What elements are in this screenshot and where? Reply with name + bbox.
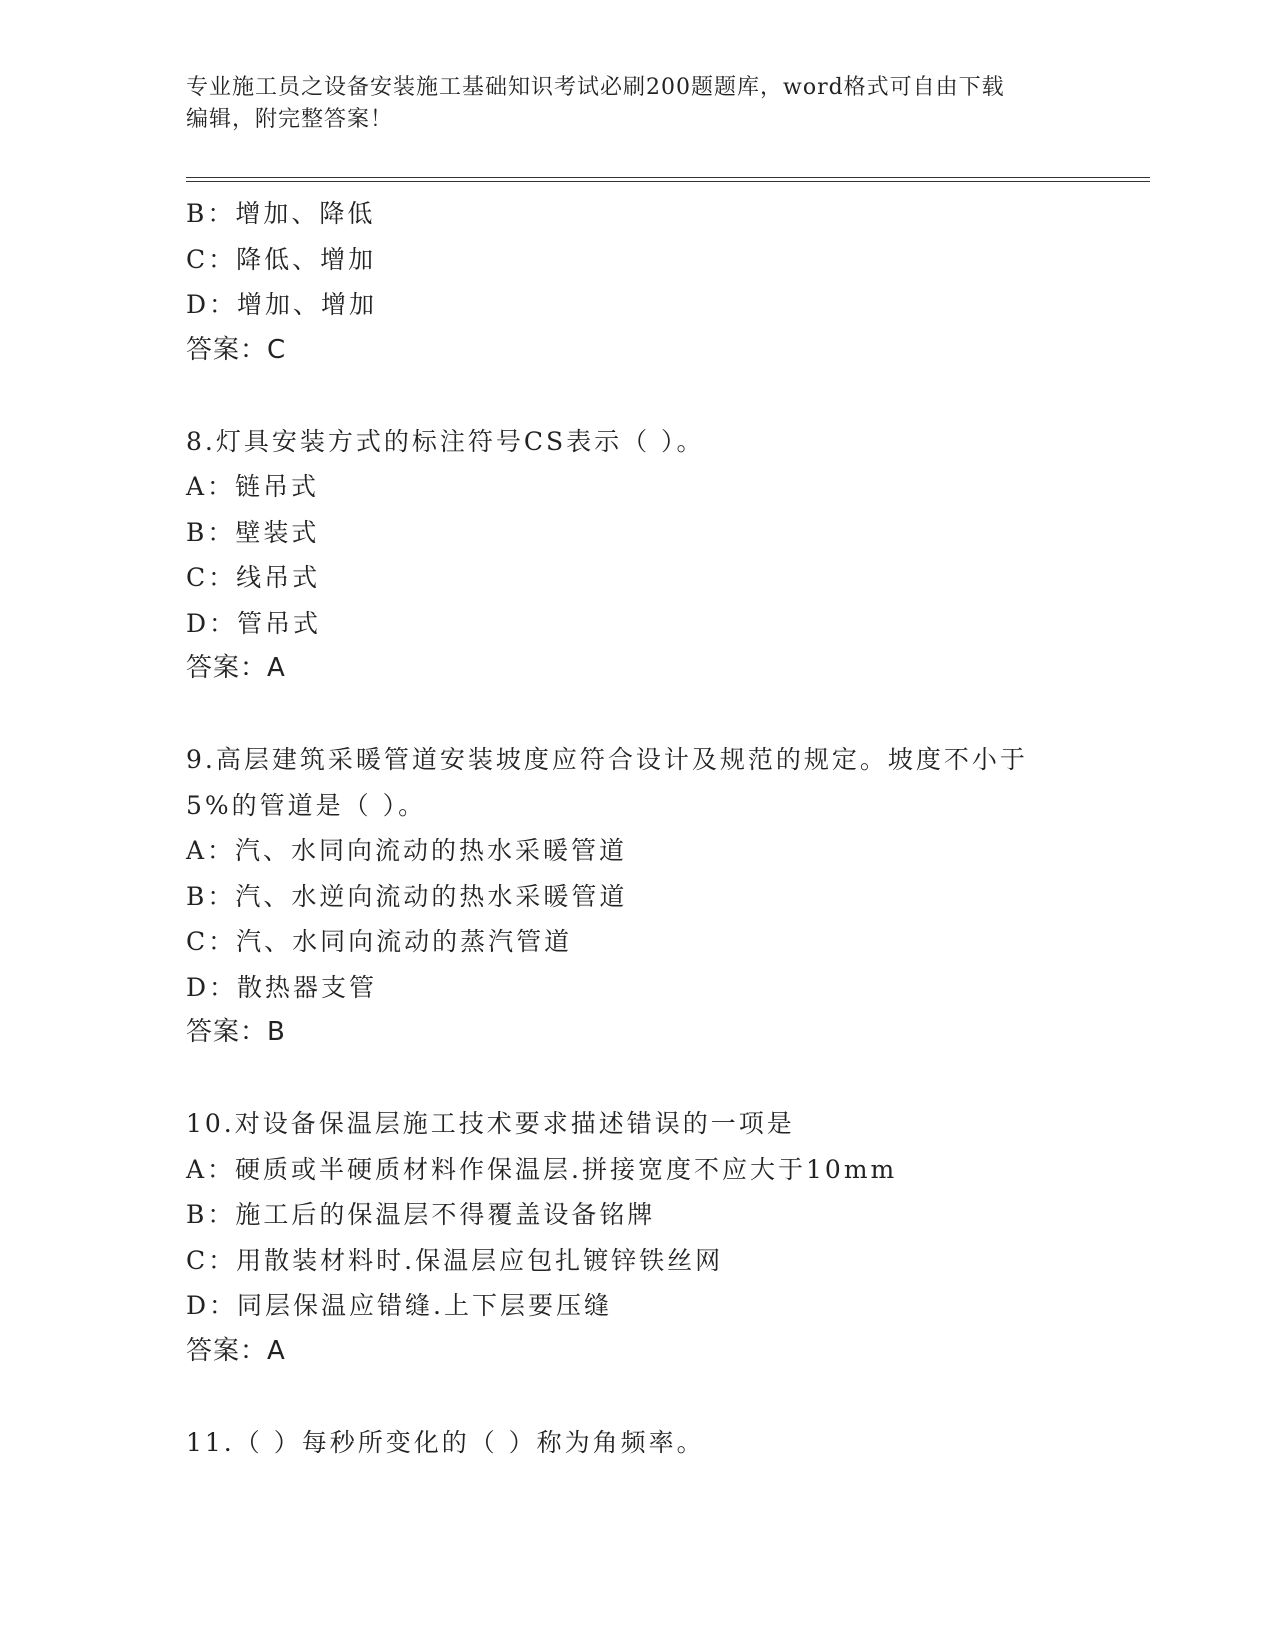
question-text: 11.（ ）每秒所变化的（ ）称为角频率。 — [186, 1427, 705, 1457]
option-c: C：用散装材料时.保温层应包扎镀锌铁丝网 — [186, 1245, 724, 1275]
question-9 — [186, 737, 1106, 1056]
question-text-line-2: 5%的管道是（ ）。 — [186, 790, 427, 820]
spacer — [186, 1374, 1106, 1420]
header-rule-bottom — [186, 181, 1150, 182]
header-rule-top — [186, 177, 1150, 178]
option-a: A：汽、水同向流动的热水采暖管道 — [186, 836, 628, 865]
question-10 — [186, 1101, 1106, 1374]
answer-line: 答案：A — [186, 1335, 286, 1366]
option-b: B：汽、水逆向流动的热水采暖管道 — [186, 881, 628, 911]
answer-line: 答案：A — [186, 653, 286, 683]
question-text-line-1: 9.高层建筑采暖管道安装坡度应符合设计及规范的规定。坡度不小于 — [186, 745, 1028, 774]
option-d: D：增加、增加 — [186, 290, 378, 319]
document-body — [186, 191, 1106, 1465]
option-a: A：链吊式 — [186, 472, 320, 501]
question-8 — [186, 419, 1106, 692]
option-b: B：壁装式 — [186, 517, 320, 547]
header-line-1: 专业施工员之设备安装施工基础知识考试必刷200题题库，word格式可自由下载 — [186, 75, 1005, 100]
header-line-2: 编辑，附完整答案！ — [186, 107, 394, 132]
spacer — [186, 373, 1106, 419]
option-b: B：增加、降低 — [186, 199, 376, 228]
option-c: C：汽、水同向流动的蒸汽管道 — [186, 927, 573, 956]
question-7-continuation — [186, 191, 1106, 373]
option-d: D：同层保温应错缝.上下层要压缝 — [186, 1291, 612, 1320]
answer-line: 答案：B — [186, 1017, 286, 1047]
question-text: 10.对设备保温层施工技术要求描述错误的一项是 — [186, 1109, 795, 1138]
question-text: 8.灯具安装方式的标注符号CS表示（ ）。 — [186, 426, 705, 456]
option-d: D：管吊式 — [186, 608, 322, 638]
answer-line: 答案：C — [186, 334, 287, 365]
option-a: A：硬质或半硬质材料作保温层.拼接宽度不应大于10mm — [186, 1154, 898, 1184]
document-header — [186, 72, 1066, 136]
spacer — [186, 1056, 1106, 1102]
option-c: C：降低、增加 — [186, 244, 377, 274]
option-b: B：施工后的保温层不得覆盖设备铭牌 — [186, 1200, 656, 1229]
option-c: C：线吊式 — [186, 563, 321, 592]
option-d: D：散热器支管 — [186, 972, 378, 1002]
question-11 — [186, 1420, 1106, 1466]
spacer — [186, 692, 1106, 738]
